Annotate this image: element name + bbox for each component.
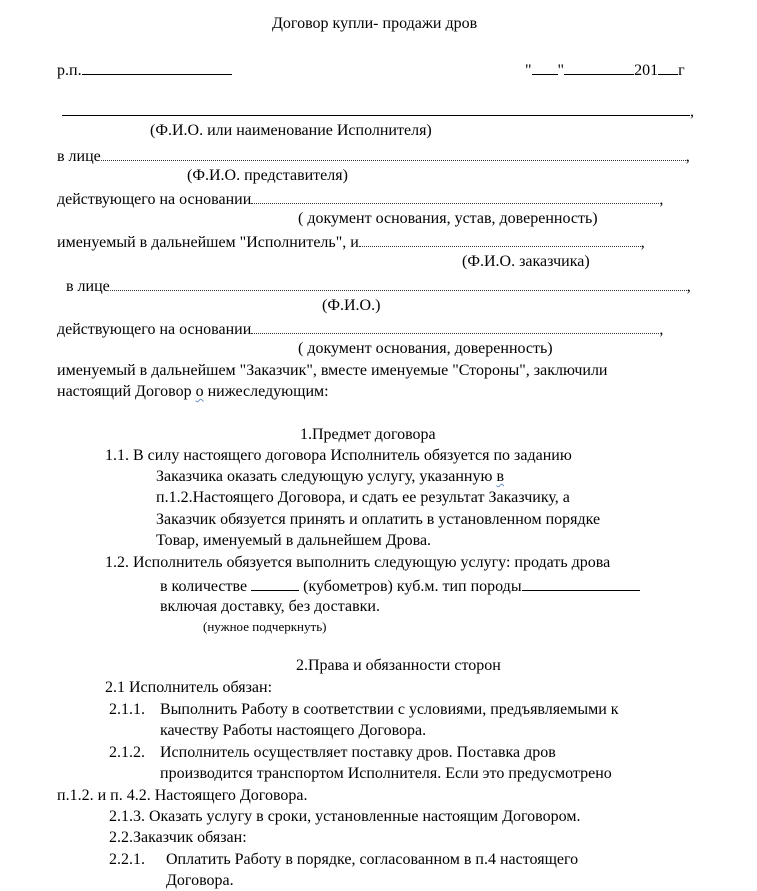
executor-basis-blank[interactable] (251, 188, 659, 204)
in-person-label: в лице (57, 148, 101, 165)
customer-name-blank[interactable] (359, 231, 641, 247)
customer-basis-line: действующего на основании , (57, 318, 663, 340)
clause-2-1-3: 2.1.3. Оказать услугу в сроки, установленные настоящим Договором. (109, 808, 581, 825)
clause-2-1: 2.1 Исполнитель обязан: (105, 679, 273, 696)
place-blank[interactable] (82, 59, 232, 75)
clause-1-1-line2-text: Заказчика оказать следующую услугу, указанную (156, 468, 497, 485)
concluded-pre: настоящий Договор (57, 383, 196, 400)
customer-basis-blank[interactable] (251, 318, 659, 334)
executor-called-text: именуемый в дальнейшем "Исполнитель", и (57, 234, 359, 251)
executor-basis-line: действующего на основании , (57, 188, 663, 210)
acting-basis-label-2: действующего на основании (57, 321, 252, 338)
clause-2-1-2-line1: Исполнитель осуществляет поставку дров. Поставка дров (160, 744, 556, 761)
executor-name-line: , (62, 100, 694, 122)
concluded-o: о (195, 383, 204, 400)
executor-name-hint: (Ф.И.О. или наименование Исполнителя) (150, 122, 432, 139)
clause-2-1-2-line2: производится транспортом Исполнителя. Если это предусмотрено (160, 765, 612, 782)
clause-1-2-line2 (160, 575, 640, 597)
clause-1-1-line3: п.1.2.Настоящего Договора, и сдать ее результат Заказчику, а (156, 489, 570, 506)
underline-note: (нужное подчеркнуть) (203, 619, 327, 634)
clause-1-1-line4: Заказчик обязуется принять и оплатить в установленном порядке (156, 511, 601, 528)
clause-2-1-2-num: 2.1.2. (109, 744, 145, 761)
executor-called-line: именуемый в дальнейшем "Исполнитель", и , (57, 231, 645, 253)
clause-2-2-1-line2: Договора. (166, 872, 234, 889)
wood-type-blank[interactable] (522, 575, 640, 591)
concluded-post: нижеследующим: (203, 383, 329, 400)
clause-1-1-line2 (156, 467, 504, 487)
customer-basis-hint: ( документ основания, доверенность) (298, 340, 553, 357)
clause-2-1-1-line2: качеству Работы настоящего Договора. (160, 722, 427, 739)
quantity-blank[interactable] (251, 575, 299, 591)
section1-heading: 1.Предмет договора (300, 426, 436, 443)
concluded-line (57, 382, 329, 402)
year-blank[interactable] (658, 59, 678, 75)
executor-rep-line: в лице , (57, 145, 690, 167)
clause-1-1-line1: 1.1. В силу настоящего договора Исполнитель обязуется по заданию (105, 447, 572, 464)
clause-2-1-2-line3: п.1.2. и п. 4.2. Настоящего Договора. (57, 787, 308, 804)
year-suffix: г (678, 62, 685, 79)
executor-basis-hint: ( документ основания, устав, доверенность) (298, 210, 598, 227)
executor-rep-hint: (Ф.И.О. представителя) (187, 167, 348, 184)
date-open-quote: " (525, 62, 532, 79)
customer-called-line: именуемый в дальнейшем "Заказчик", вместе именуемые "Стороны", заключили (57, 362, 608, 379)
clause-1-1-line5: Товар, именуемый в дальнейшем Дрова. (156, 532, 432, 549)
clause-2-2: 2.2.Заказчик обязан: (109, 829, 247, 846)
day-blank[interactable] (532, 59, 558, 75)
quantity-label: в количестве (160, 578, 252, 595)
customer-rep-line: в лице , (66, 275, 691, 297)
clause-2-1-1-num: 2.1.1. (109, 701, 145, 718)
document-title: Договор купли- продажи дров (272, 15, 478, 32)
clause-1-2-line1: 1.2. Исполнитель обязуется выполнить следующую услугу: продать дрова (105, 554, 611, 571)
clause-2-1-1-line1: Выполнить Работу в соответствии с условиями, предъявляемыми к (160, 701, 619, 718)
clause-2-2-1-num: 2.2.1. (109, 851, 145, 868)
date-line (525, 59, 685, 81)
place-line (57, 59, 232, 81)
customer-rep-hint: (Ф.И.О.) (322, 297, 381, 314)
in-person-label-2: в лице (66, 278, 110, 295)
place-label: р.п. (57, 62, 82, 79)
section2-heading: 2.Права и обязанности сторон (296, 657, 501, 674)
executor-name-blank[interactable] (62, 100, 690, 116)
clause-2-2-1-line1: Оплатить Работу в порядке, согласованном в п.4 настоящего (166, 851, 579, 868)
acting-basis-label: действующего на основании (57, 191, 252, 208)
month-blank[interactable] (564, 59, 634, 75)
clause-1-2-line3: включая доставку, без доставки. (160, 598, 380, 615)
executor-rep-blank[interactable] (101, 145, 686, 161)
customer-rep-blank[interactable] (110, 275, 687, 291)
date-close-quote: " (557, 62, 565, 79)
customer-name-hint: (Ф.И.О. заказчика) (462, 253, 590, 270)
clause-1-1-line2-v: в (496, 468, 505, 485)
wood-type-label: (кубометров) куб.м. тип породы (299, 578, 522, 595)
year-text: 201 (634, 62, 659, 79)
